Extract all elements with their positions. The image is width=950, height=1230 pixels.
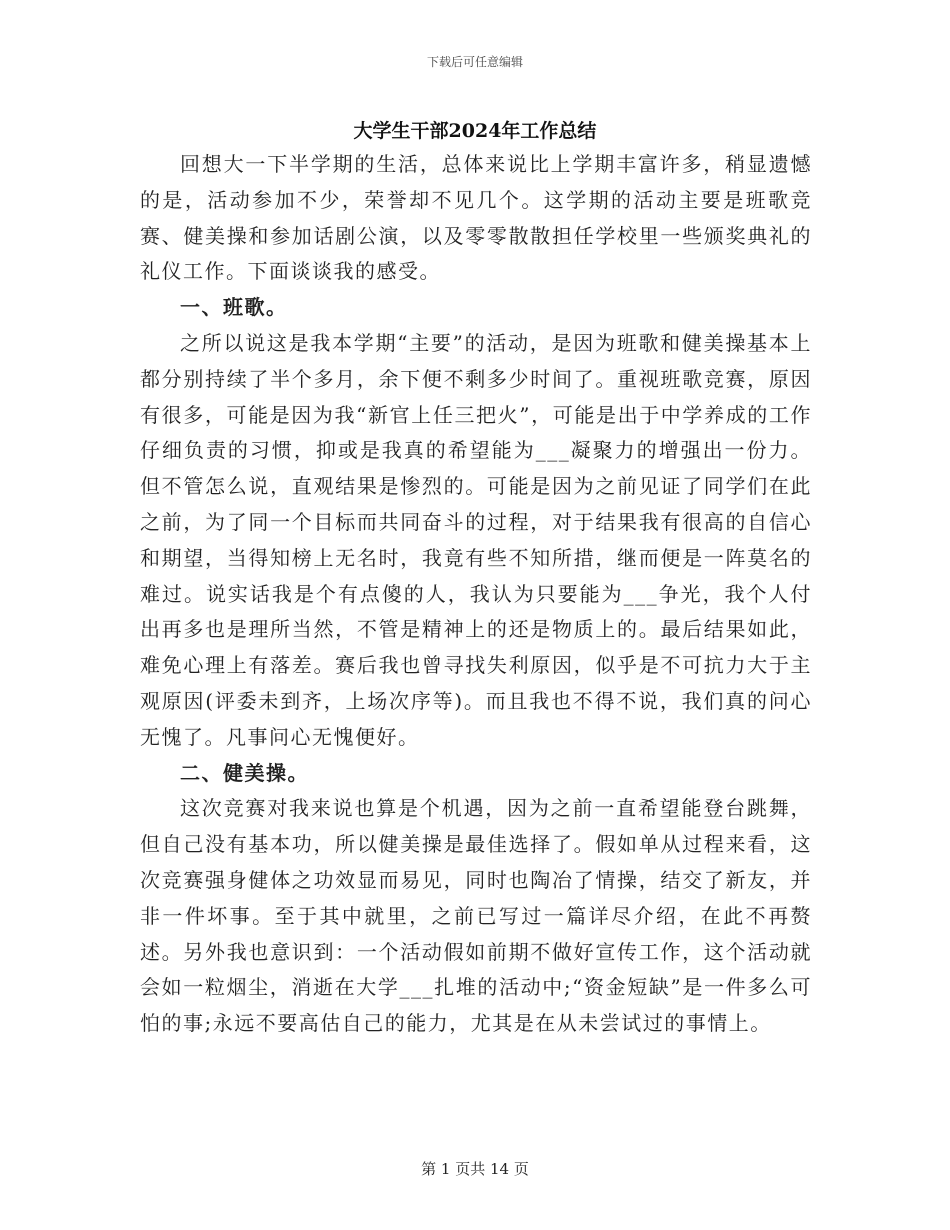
section-heading-class-song: 一、班歌。 (180, 295, 288, 320)
class-song-paragraph: 之所以说这是我本学期“主要”的活动，是因为班歌和健美操基本上都分别持续了半个多月，余下便不剩多少时间了。重视班歌竞赛，原因有很多，可能是因为我“新官上任三把火”，可能是出于中学养成的工作仔细负责的习惯，抑或是我真的希望能为___凝聚力的增强出一份力。但不管怎么说，直观结果是惨烈的。可能是因为之前见证了同学们在此之前，为了同一个目标而共同奋斗的过程，对于结果我有很高的自信心和期望，当得知榜上无名时，我竟有些不知所措，继而便是一阵莫名的难过。说实话我是个有点傻的人，我认为只要能为___争光，我个人付出再多也是理所当然，不管是精神上的还是物质上的。最后结果如此，难免心理上有落差。赛后我也曾寻找失利原因，似乎是不可抗力大于主观原因(评委未到齐，上场次序等)。而且我也不得不说，我们真的问心无愧了。凡事问心无愧便好。 (140, 330, 812, 749)
intro-paragraph: 回想大一下半学期的生活，总体来说比上学期丰富许多，稍显遗憾的是，活动参加不少，荣誉却不见几个。这学期的活动主要是班歌竞赛、健美操和参加话剧公演，以及零零散散担任学校里一些颁奖典礼的礼仪工作。下面谈谈我的感受。 (140, 152, 812, 284)
page-header: 下载后可任意编辑 (426, 55, 523, 69)
section-heading-aerobics: 二、健美操。 (180, 760, 309, 785)
document-body (140, 147, 812, 1042)
document-title: 大学生干部2024年工作总结 (353, 120, 597, 142)
page-footer: 第 1 页共 14 页 (421, 1160, 529, 1178)
aerobics-paragraph: 这次竞赛对我来说也算是个机遇，因为之前一直希望能登台跳舞，但自己没有基本功，所以健美操是最佳选择了。假如单从过程来看，这次竞赛强身健体之功效显而易见，同时也陶冶了情操，结交了新友，并非一件坏事。至于其中就里，之前已写过一篇详尽介绍，在此不再赘述。另外我也意识到：一个活动假如前期不做好宣传工作，这个活动就会如一粒烟尘，消逝在大学___扎堆的活动中;“资金短缺”是一件多么可怕的事;永远不要高估自己的能力，尤其是在从未尝试过的事情上。 (140, 796, 812, 1036)
